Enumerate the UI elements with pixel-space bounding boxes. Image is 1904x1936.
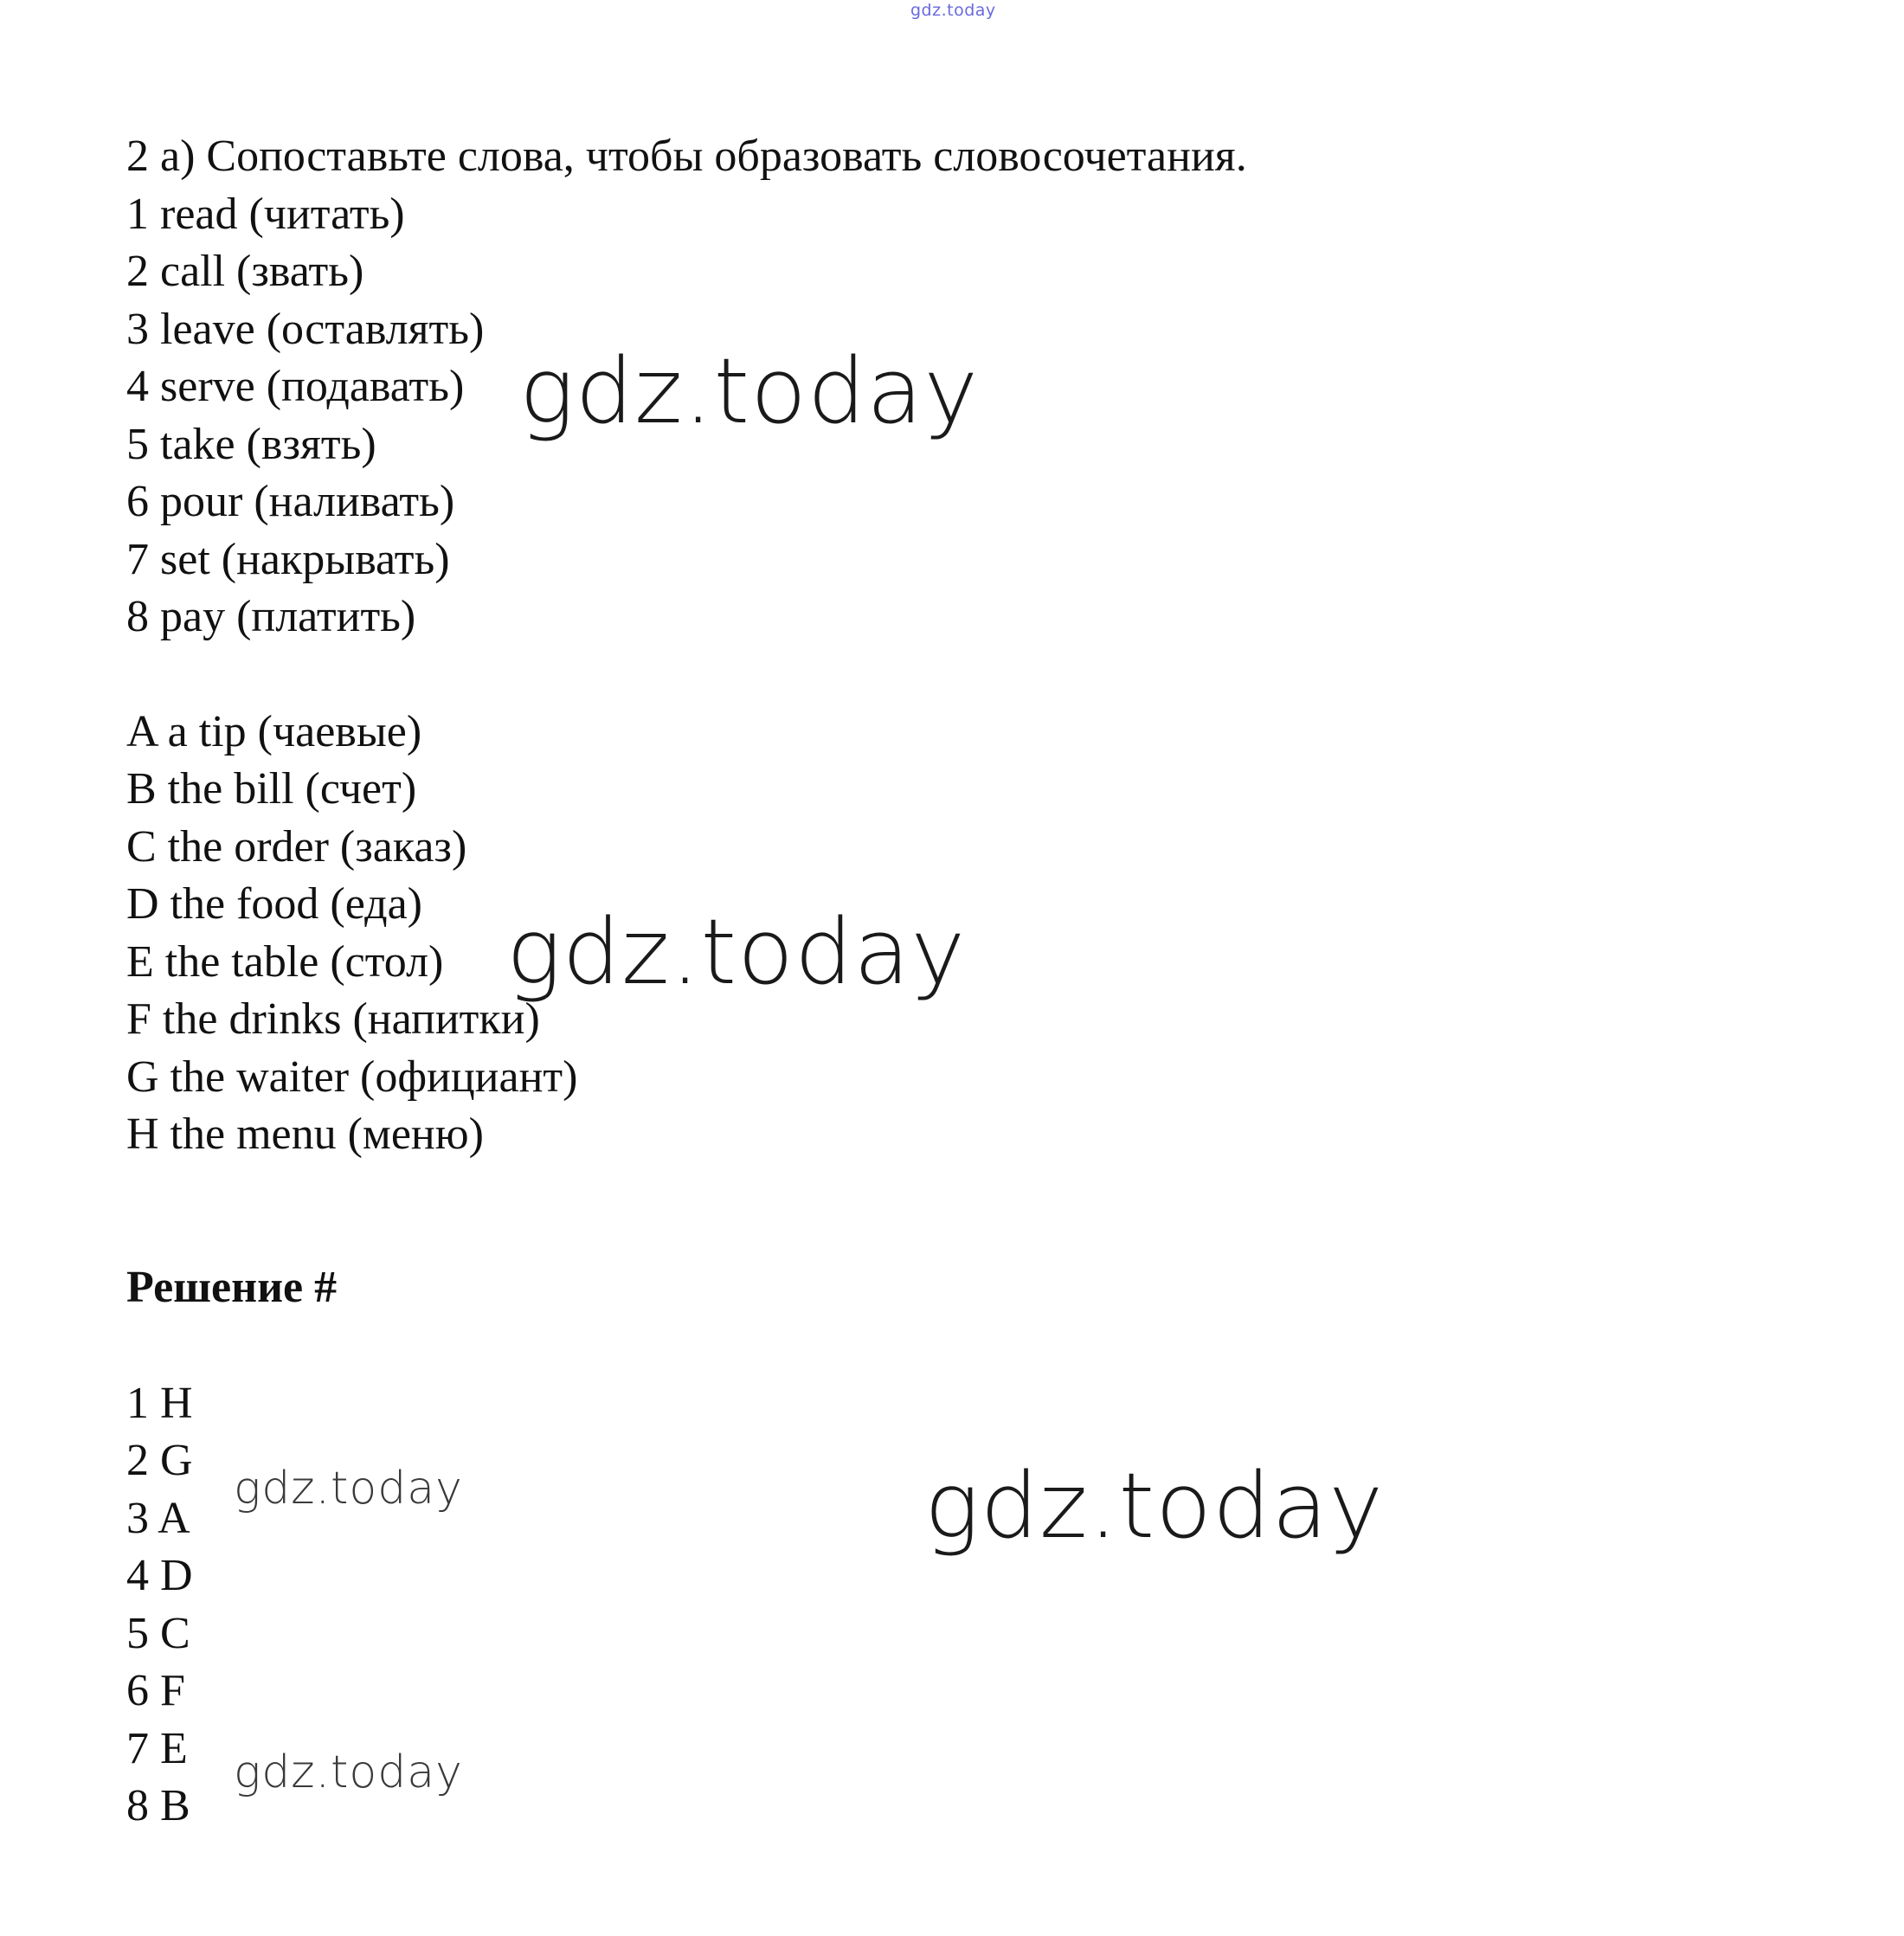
task-title: 2 a) Сопоставьте слова, чтобы образовать словосочетания. — [126, 132, 1247, 181]
noun-item: A a tip (чаевые) — [126, 706, 422, 756]
answer-item: 8 B — [126, 1781, 190, 1830]
verb-item: 2 call (звать) — [126, 247, 364, 296]
verb-item: 7 set (накрывать) — [126, 534, 450, 584]
answer-item: 3 A — [126, 1493, 190, 1543]
spacer — [126, 1164, 1771, 1259]
noun-item: G the waiter (официант) — [126, 1052, 578, 1102]
answer-item: 7 E — [126, 1723, 188, 1773]
spacer — [126, 1316, 1771, 1375]
solution-heading: Решение # — [126, 1262, 338, 1312]
verb-item: 5 take (взять) — [126, 419, 376, 469]
answer-item: 5 C — [126, 1608, 190, 1658]
verb-item: 4 serve (подавать) — [126, 362, 465, 411]
answer-item: 1 H — [126, 1378, 193, 1428]
verb-item: 3 leave (оставлять) — [126, 304, 485, 354]
verb-item: 8 pay (платить) — [126, 592, 416, 641]
answer-item: 6 F — [126, 1666, 185, 1715]
noun-item: C the order (заказ) — [126, 821, 467, 872]
noun-item: H the menu (меню) — [126, 1110, 484, 1159]
noun-item: B the bill (счет) — [126, 764, 417, 814]
noun-item: F the drinks (напитки) — [126, 994, 540, 1044]
answer-item: 4 D — [126, 1551, 193, 1600]
top-watermark: gdz.today — [910, 1, 996, 20]
watermark: gdz.today — [924, 1453, 1385, 1559]
noun-item: D the food (еда) — [126, 879, 422, 929]
watermark: gdz.today — [234, 1463, 463, 1515]
spacer — [126, 646, 1771, 704]
answer-item: 2 G — [126, 1436, 193, 1485]
watermark: gdz.today — [506, 899, 967, 1005]
watermark: gdz.today — [234, 1746, 463, 1798]
noun-item: E the table (стол) — [126, 936, 444, 987]
watermark: gdz.today — [519, 338, 980, 444]
verb-item: 1 read (читать) — [126, 189, 405, 239]
verb-item: 6 pour (наливать) — [126, 477, 455, 526]
